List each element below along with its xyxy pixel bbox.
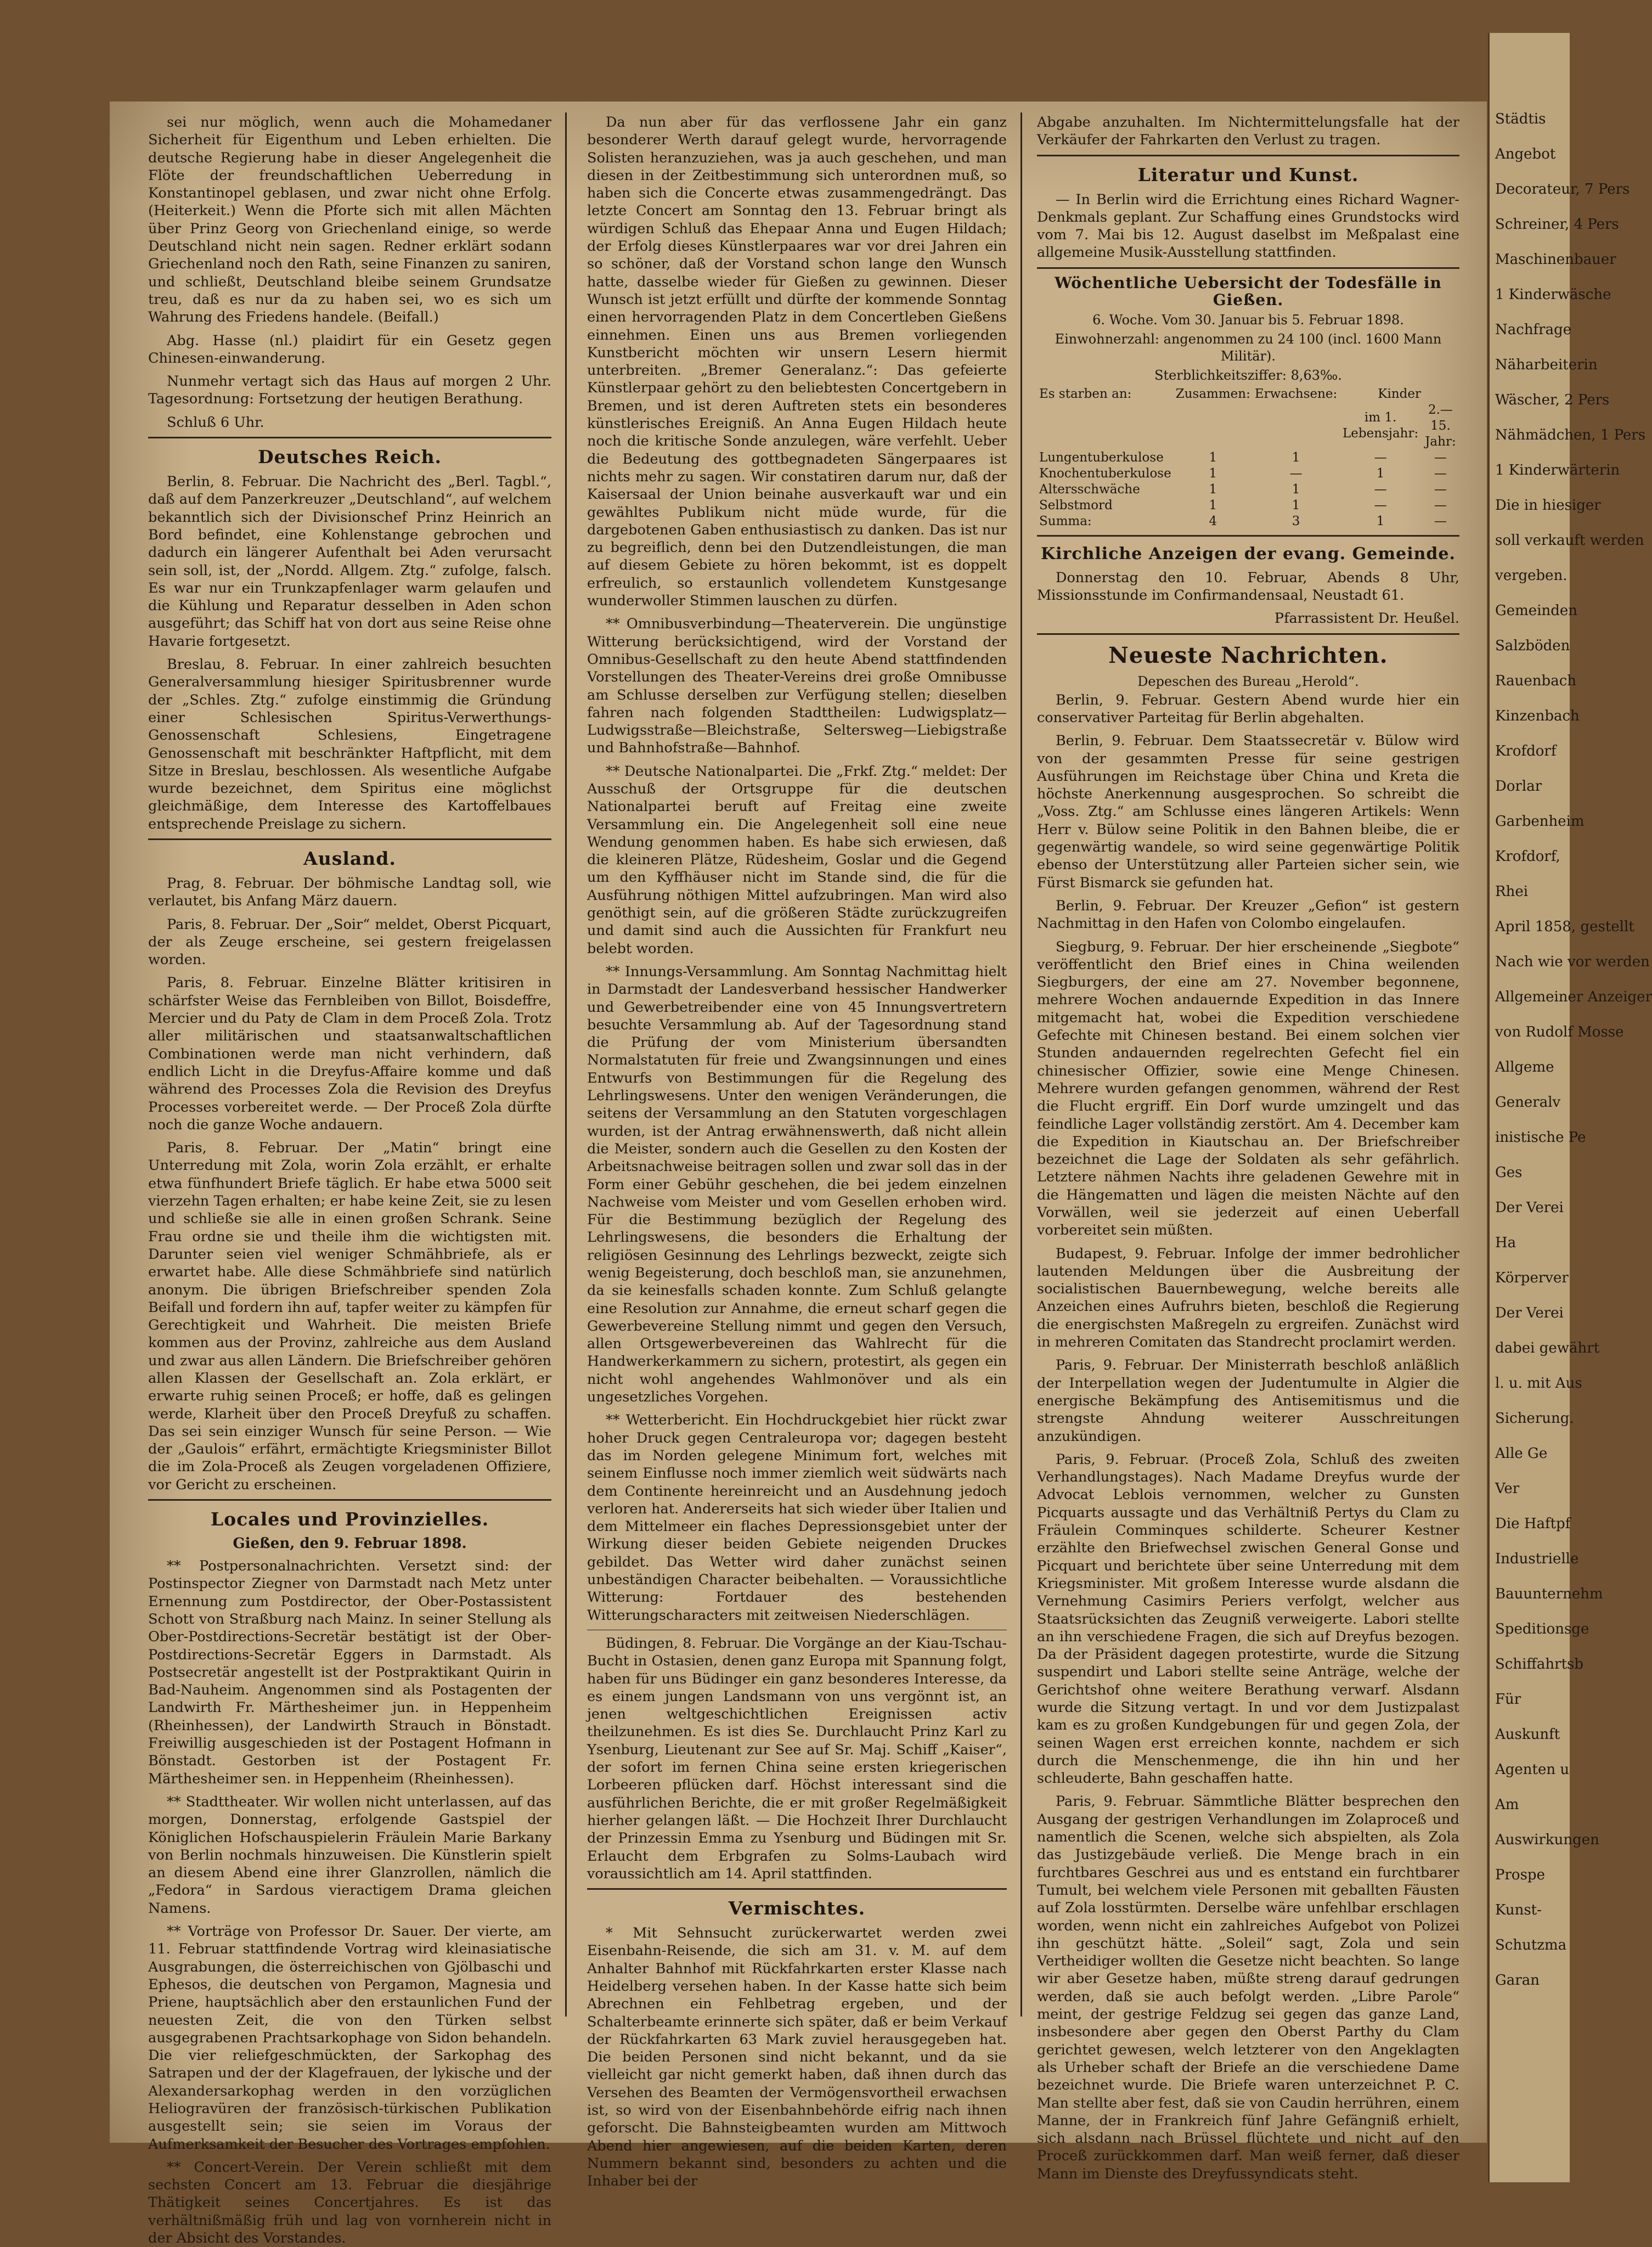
statistics-subheader-row bbox=[1037, 402, 1459, 450]
vermischtes-continued: Abgabe anzuhalten. Im Nichtermittelungsfalle hat der Verkäufer der Fahrkarten den Verlust zu tragen. bbox=[1037, 114, 1459, 149]
news-dispatch: Berlin, 9. Februar. Gestern Abend wurde hier ein conservativer Parteitag für Berlin abgehalten. bbox=[1037, 691, 1459, 726]
adjacent-page-fragment: Allgeme bbox=[1495, 1059, 1554, 1075]
church-notice: Donnerstag den 10. Februar, Abends 8 Uhr, Missionsstunde im Confirmandensaal, Neustadt 61. bbox=[1037, 569, 1459, 604]
adjacent-page-fragment: Nachfrage bbox=[1495, 322, 1572, 338]
adjacent-page-fragment: Prospe bbox=[1495, 1867, 1545, 1883]
local-news-continued bbox=[587, 114, 1007, 1624]
church-signature: Pfarrassistent Dr. Heußel. bbox=[1274, 610, 1459, 627]
adjacent-page-fragment: Angebot bbox=[1495, 146, 1556, 162]
statistics-cell-adults: 1 bbox=[1292, 482, 1300, 497]
statistics-header-row bbox=[1037, 386, 1459, 402]
adjacent-page-fragment: Generalv bbox=[1495, 1094, 1561, 1111]
statistics-cell-second: — bbox=[1434, 450, 1447, 465]
col-children: Kinder bbox=[1378, 386, 1421, 401]
article-paragraph: Nunmehr vertagt sich das Haus auf morgen 2 Uhr. Tagesordnung: Fortsetzung der heutigen Berathung. bbox=[148, 373, 551, 408]
article-paragraph: Breslau, 8. Februar. In einer zahlreich besuchten Generalversammlung hiesiger Spiritusbrenner wurde der „Schles. Ztg.“ zufolge einstimmig die Gründung einer Schlesischen Spiritus-Verwerthungs-Genossenschaft Schlesiens, Eingetragene Genossenschaft mit beschränkter Haftpflicht, mit dem Sitze in Breslau, beschlossen. Als wesentliche Aufgabe wurde bezeichnet, dem Spiritus eine möglichst gleichmäßige, dem Interesse des Kartoffelbaues entsprechende Preislage zu sichern. bbox=[148, 656, 551, 832]
statistics-cell-total: 1 bbox=[1209, 482, 1217, 497]
adjacent-page-fragment: Rauenbach bbox=[1495, 673, 1577, 689]
statistics-cell-adults: 1 bbox=[1292, 450, 1300, 465]
parliament-report-end bbox=[148, 114, 551, 431]
section-rule bbox=[1037, 535, 1459, 537]
statistics-cell-total: 1 bbox=[1209, 450, 1217, 465]
article-paragraph: Paris, 8. Februar. Der „Matin“ bringt eine Unterredung mit Zola, worin Zola erzählt, er erhalte etwa fünfhundert Briefe täglich. Er habe etwa 5000 seit vierzehn Tagen erhalten; er habe keine Zeit, sie zu lesen und schließe sie alle in einen großen Schrank. Seine Frau ordne sie und theile ihm die wichtigsten mit. Darunter seien viel weniger Schmähbriefe, als er erwartet habe. Alle diese Schmähbriefe sind natürlich anonym. Die übrigen Briefschreiber spenden Zola Beifall und fordern ihn auf, tapfer weiter zu kämpfen für Gerechtigkeit und Wahrheit. Die meisten Briefe kommen aus der Provinz, zahlreiche aus dem Ausland und zwar aus allen Ländern. Die Briefschreiber gehören allen Klassen der Gesellschaft an. Zola erklärt, er erwarte ruhig seinen Proceß; er hoffe, daß es gelingen werde, Klarheit über den Proceß Dreyfuß zu schaffen. Das sei sein einziger Wunsch für seine Person. — Wie der „Gaulois“ erfährt, ermächtigte Kriegsminister Billot die im Zola-Proceß als Zeugen vorgeladenen Offiziere, vor Gericht zu erscheinen. bbox=[148, 1140, 551, 1493]
adjacent-page-fragment: Die in hiesiger bbox=[1495, 497, 1601, 514]
statistics-cell-second: — bbox=[1434, 498, 1447, 513]
adjacent-page-fragment: 1 Kinderwärterin bbox=[1495, 462, 1620, 478]
news-dispatch: Paris, 9. Februar. Der Ministerrath beschloß anläßlich der Interpellation wegen der Judentumulte in Algier die energische Bekämpfung des Antisemitismus und die strengste Ahndung weiterer Ausschreitungen anzukündigen. bbox=[1037, 1357, 1459, 1445]
statistics-cell-first: — bbox=[1374, 482, 1387, 497]
news-dispatch: Budapest, 9. Februar. Infolge der immer bedrohlicher lautenden Meldungen über die Ausbreitung der socialistischen Bauernbewegung, welche bereits alle Anzeichen eines Aufruhrs bieten, beschloß die Regierung die energischsten Maßregeln zu ergreifen. Zunächst wird in mehreren Comitaten das Standrecht proclamirt werden. bbox=[1037, 1245, 1459, 1351]
section-rule bbox=[587, 1888, 1007, 1890]
statistics-cell-first: — bbox=[1374, 450, 1387, 465]
adjacent-page-fragment: vergeben. bbox=[1495, 567, 1568, 584]
adjacent-page-fragment: Der Verei bbox=[1495, 1305, 1564, 1321]
statistics-row bbox=[1037, 482, 1459, 498]
adjacent-page-fragment: Auswirkungen bbox=[1495, 1832, 1599, 1848]
adjacent-page-fragment: Sicherung. bbox=[1495, 1410, 1574, 1427]
section-rule bbox=[1037, 155, 1459, 156]
statistics-cell-second: — bbox=[1434, 482, 1447, 497]
adjacent-page-fragment: Die Haftpf bbox=[1495, 1516, 1571, 1532]
news-dispatch: Berlin, 9. Februar. Dem Staatssecretär v. Bülow wird von der gesammten Presse für seine gestrigen Ausführungen im Reichstage über China und Kreta die höchste Anerkennung ausgesprochen. So schreibt die „Voss. Ztg.“ am Schlusse eines längeren Artikels: Wenn Herr v. Bülow seine Politik in den Bahnen bleibe, die er gegenwärtig wandele, so wird seine gegenwärtige Politik ebenso der Unterstützung aller Parteien sicher sein, wie Fürst Bismarck sie gefunden hat. bbox=[1037, 733, 1459, 891]
statistics-rate: Sterblichkeitsziffer: 8,63‰. bbox=[1154, 367, 1342, 383]
column-1 bbox=[148, 114, 551, 2247]
newspaper-page bbox=[110, 102, 1487, 2247]
adjacent-page-fragment: Bauunternehm bbox=[1495, 1586, 1603, 1602]
statistics-cell-first: — bbox=[1374, 498, 1387, 513]
adjacent-page-fragment: Nähmädchen, 1 Pers bbox=[1495, 427, 1646, 443]
statistics-cell-second: — bbox=[1434, 466, 1447, 481]
col-adults: Erwachsene: bbox=[1254, 386, 1338, 401]
adjacent-page-fragment: Wäscher, 2 Pers bbox=[1495, 392, 1610, 408]
news-dispatch: Berlin, 9. Februar. Der Kreuzer „Gefion“ ist gestern Nachmittag in den Hafen von Colombo eingelaufen. bbox=[1037, 897, 1459, 932]
section-heading-neueste: Neueste Nachrichten. bbox=[1108, 642, 1388, 668]
adjacent-page-fragment: von Rudolf Mosse bbox=[1495, 1024, 1624, 1040]
article-paragraph: Berlin, 8. Februar. Die Nachricht des „Berl. Tagbl.“, daß auf dem Panzerkreuzer „Deutschland“, auf welchem bekanntlich sich der Divisionschef Prinz Heinrich an Bord befindet, eine Kohlenstange gebrochen und dadurch ein längerer Aufenthalt bei Aden verursacht sein soll, ist, der „Nordd. Allgem. Ztg.“ zufolge, falsch. Es war nur ein Trunkzapfenlager warm gelaufen und die Kühlung und Reparatur desselben in Aden schon ausgeführt; das Schiff hat von dort aus seine Reise ohne Havarie fortgesetzt. bbox=[148, 474, 551, 650]
adjacent-page-fragment: soll verkauft werden bbox=[1495, 532, 1644, 549]
article-paragraph: Paris, 8. Februar. Einzelne Blätter kritisiren in schärfster Weise das Fernbleiben von Billot, Boisdeffre, Mercier und du Paty de Clam in dem Proceß Zola. Trotz aller militärischen und staatsanwaltschaftlichen Combinationen werde man nicht verhindern, daß endlich Licht in die Dreyfus-Affaire komme und daß während des Processes Zola die Revision des Dreyfus Processes vorbereitet werde. — Der Proceß Zola dürfte noch die ganze Woche andauern. bbox=[148, 975, 551, 1133]
statistics-cell-adults: 1 bbox=[1292, 498, 1300, 513]
section-heading-kirchliche: Kirchliche Anzeigen der evang. Gemeinde. bbox=[1041, 544, 1456, 564]
locales-articles bbox=[148, 1557, 551, 2247]
statistics-row bbox=[1037, 450, 1459, 466]
article-paragraph: ** Deutsche Nationalpartei. Die „Frkf. Ztg.“ meldet: Der Ausschuß der Ortsgruppe für die deutschen Nationalpartei beruft auf Freitag eine zweite Versammlung ein. Die Angelegenheit soll eine neue Wendung genommen haben. Es habe sich erwiesen, daß die kleineren Plätze, Rüdesheim, Goslar und die Gegend um den Kyffhäuser nicht im Stande sind, die für die Ausführung nöthigen Mittel aufzubringen. Man wird also genöthigt sein, auf die größeren Städte zurückzugreifen und damit sind auch die Aussichten für Frankfurt neu belebt worden. bbox=[587, 763, 1007, 957]
adjacent-page-fragment: Kunst- bbox=[1495, 1902, 1542, 1918]
statistics-cell-cause: Summa: bbox=[1039, 514, 1092, 528]
adjacent-page-fragment: Rhei bbox=[1495, 883, 1529, 900]
statistics-cell-first: 1 bbox=[1376, 514, 1385, 528]
section-heading-deutsches-reich: Deutsches Reich. bbox=[257, 446, 442, 468]
article-paragraph: Paris, 8. Februar. Der „Soir“ meldet, Oberst Picquart, der als Zeuge erscheine, sei gestern freigelassen worden. bbox=[148, 916, 551, 968]
adjacent-page-fragment: Decorateur, 7 Pers bbox=[1495, 181, 1630, 198]
statistics-cell-cause: Lungentuberkulose bbox=[1039, 450, 1164, 465]
statistics-cell-cause: Altersschwäche bbox=[1039, 482, 1140, 497]
statistics-cell-adults: — bbox=[1289, 466, 1303, 481]
adjacent-page-fragment: Der Verei bbox=[1495, 1199, 1564, 1216]
article-paragraph: ** Wetterbericht. Ein Hochdruckgebiet hier rückt zwar hoher Druck gegen Centraleuropa vor; dagegen besteht das im Norden gelegene Minimum fort, welches mit seinem Einflusse noch immer ziemlich weit südwärts nach dem Continente hereinreicht und an Ausdehnung jedoch verloren hat. Andererseits hat sich wieder über Italien und dem Mittelmeer ein flaches Depressionsgebiet unter der Wirkung dieser beiden Gebiete neigenden Druckes gebildet. Das Wetter wird daher zunächst seinen unbeständigen Character beibehalten. — Voraussichtliche Witterung: Fortdauer des bestehenden Witterungscharacters mit zeitweisen Niederschlägen. bbox=[587, 1412, 1007, 1624]
adjacent-page-fragment: Auskunft bbox=[1495, 1726, 1560, 1743]
column-3 bbox=[1037, 114, 1459, 2182]
article-paragraph: Prag, 8. Februar. Der böhmische Landtag soll, wie verlautet, bis Anfang März dauern. bbox=[148, 875, 551, 910]
article-paragraph: ** Vorträge von Professor Dr. Sauer. Der vierte, am 11. Februar stattfindende Vortrag wird kleinasiatische Ausgrabungen, die österreichischen von Gjölbaschi und Ephesos, die deutschen von Pergamon, Magnesia und Priene, hauptsächlich aber den erstaunlichen Fund der neuesten Zeit, die von den Türken selbst ausgegrabenen Prachtsarkophage von Sidon behandeln. Die vier reliefgeschmückten, der Sarkophag des Satrapen und der der Klagefrauen, der lykische und der Alexandersarkophag werden in den vorzüglichen Heliogravüren der französisch-türkischen Publikation ausgestellt sein; sie seien im Voraus der Aufmerksamkeit der Besucher des Vortrages empfohlen. bbox=[148, 1923, 551, 2153]
adjacent-page-fragment: Dorlar bbox=[1495, 778, 1542, 795]
adjacent-page-fragment: Städtis bbox=[1495, 111, 1546, 127]
news-source: Depeschen des Bureau „Herold“. bbox=[1137, 673, 1359, 689]
adjacent-page-fragment: Näharbeiterin bbox=[1495, 357, 1598, 373]
budingen-article: Büdingen, 8. Februar. Die Vorgänge an der Kiau-Tschau-Bucht in Ostasien, denen ganz Europa mit Spannung folgt, haben für uns Büdinger ein ganz besonderes Interesse, da es einem jungen Landsmann von uns vergönnt ist, an jenen weltgeschichtlichen Ereignissen activ theilzunehmen. Es ist dies Se. Durchlaucht Prinz Karl zu Ysenburg, Lieutenant zur See auf Sr. Maj. Schiff „Kaiser“, der sofort im fernen China seine ersten kriegerischen Lorbeeren pflücken darf. Höchst interessant sind die ausführlichen Berichte, die er mit großer Regelmäßigkeit hierher gelangen läßt. — Die Hochzeit Ihrer Durchlaucht der Prinzessin Emma zu Ysenburg und Büdingen mit Sr. Erlaucht dem Erbgrafen zu Solms-Laubach wird voraussichtlich am 14. April stattfinden. bbox=[587, 1635, 1007, 1882]
adjacent-page-fragment: Ges bbox=[1495, 1164, 1523, 1181]
section-heading-locales: Locales und Provinzielles. bbox=[210, 1508, 489, 1530]
section-heading-literatur: Literatur und Kunst. bbox=[1137, 164, 1359, 185]
adjacent-page-fragment: Schiffahrtsb bbox=[1495, 1656, 1584, 1672]
article-paragraph: ** Postpersonalnachrichten. Versetzt sind: der Postinspector Ziegner von Darmstadt nach Metz unter Ernennung zum Postdirector, der Ober-Postassistent Schott von Straßburg nach Mainz. In seiner Stellung als Ober-Postdirections-Secretär bestätigt ist der Ober-Postdirections-Secretär Eggers in Darmstadt. Als Postsecretär angestellt ist der Postpraktikant Quirin in Bad-Nauheim. Angenommen sind als Postagenten der Landwirth Fr. Märthesheimer jun. in Heppenheim (Rheinhessen), der Landwirth Strauch in Bönstadt. Freiwillig ausgeschieden ist der Postagent Hofmann in Bönstadt. Gestorben ist der Postagent Fr. Märthesheimer sen. in Heppenheim (Rheinhessen). bbox=[148, 1558, 551, 1787]
adjacent-page-fragment: Krofdorf, bbox=[1495, 848, 1560, 865]
statistics-cell-total: 1 bbox=[1209, 466, 1217, 481]
adjacent-page-fragment: l. u. mit Aus bbox=[1495, 1375, 1582, 1392]
adjacent-page-fragment: Schutzma bbox=[1495, 1937, 1567, 1953]
statistics-row bbox=[1037, 498, 1459, 514]
statistics-row bbox=[1037, 514, 1459, 530]
col-first-year: im 1. Lebensjahr: bbox=[1342, 410, 1419, 441]
adjacent-page-fragment: Ver bbox=[1495, 1480, 1520, 1497]
column-rule bbox=[565, 112, 567, 2017]
statistics-cell-cause: Selbstmord bbox=[1039, 498, 1113, 513]
article-paragraph: sei nur möglich, wenn auch die Mohamedaner Sicherheit für Eigenthum und Leben erhielten. Die deutsche Regierung habe in dieser Angelegenheit die Flöte der freundschaftlichen Ueberredung in Konstantinopel geblasen, und zwar nicht ohne Erfolg. (Heiterkeit.) Wenn die Pforte sich mit allen Mächten über Prinz Georg von Griechenland einige, so werde Deutschland nicht nein sagen. Redner erklärt sodann Griechenland noch den Rath, seine Finanzen zu saniren, und schließt, Deutschland bleibe seinem Grundsatze treu, daß es nur da zu haben sei, wo es sich um Wahrung des Friedens handele. (Beifall.) bbox=[148, 114, 551, 326]
adjacent-page-fragment: Schreiner, 4 Pers bbox=[1495, 216, 1619, 233]
statistics-cell-first: 1 bbox=[1376, 466, 1385, 481]
column-2 bbox=[587, 114, 1007, 2190]
article-paragraph: ** Omnibusverbindung—Theaterverein. Die ungünstige Witterung berücksichtigend, wird der Vorstand der Omnibus-Gesellschaft zu den heute Abend stattfindenden Vorstellungen des Theater-Vereins drei große Omnibusse am Schlusse derselben zur Verfügung stellen; dieselben fahren nach folgenden Stadttheilen: Ludwigsplatz—Ludwigsstraße—Bleichstraße, Seltersweg—Liebigstraße und Bahnhofstraße—Bahnhof. bbox=[587, 616, 1007, 757]
statistics-cell-second: — bbox=[1434, 514, 1447, 528]
section-heading-ausland: Ausland. bbox=[303, 847, 396, 869]
adjacent-page-fragment: Garan bbox=[1495, 1972, 1540, 1989]
vermischtes-article: * Mit Sehnsucht zurückerwartet werden zwei Eisenbahn-Reisende, die sich am 31. v. M. auf dem Anhalter Bahnhof mit Rückfahrkarten erster Klasse nach Heidelberg versehen haben. In der Kasse hatte sich beim Abrechnen ein Fehlbetrag ergeben, und der Schalterbeamte erinnerte sich später, daß er beim Verkauf der Rückfahrkarten 63 Mark zuviel herausgegeben hat. Die beiden Personen sind nicht bekannt, und da sie vielleicht gar nicht gemerkt haben, daß ihnen durch das Versehen des Beamten der Vermögensvortheil erwachsen ist, so wird von der Eisenbahnbehörde eifrig nach ihnen geforscht. Die Bahnsteigbeamten wurden am Mittwoch Abend hier angewiesen, auf die beiden Karten, deren Nummern bekannt sind, besonders zu achten und die Inhaber bei der bbox=[587, 1925, 1007, 2190]
statistics-population: Einwohnerzahl: angenommen zu 24 100 (incl. 1600 Mann Militär). bbox=[1055, 331, 1442, 364]
literatur-article: — In Berlin wird die Errichtung eines Richard Wagner-Denkmals geplant. Zur Schaffung eines Grundstocks wird vom 7. Mai bis 12. August daselbst im Meßpalast eine allgemeine Musik-Ausstellung stattfinden. bbox=[1037, 191, 1459, 261]
adjacent-page-fragment: Allgemeiner Anzeiger bbox=[1495, 989, 1652, 1005]
article-paragraph: ** Stadttheater. Wir wollen nicht unterlassen, auf das morgen, Donnerstag, erfolgende Gastspiel der Königlichen Hofschauspielerin Fräulein Marie Barkany von Berlin nochmals hinzuweisen. Die Künstlerin spielt an diesem Abend eine ihrer Glanzrollen, nämlich die „Fedora“ in Sardous vieractigem Drama gleichen Namens. bbox=[148, 1793, 551, 1917]
section-rule bbox=[148, 437, 551, 438]
adjacent-page-fragment: Gemeinden bbox=[1495, 602, 1578, 619]
section-rule bbox=[1037, 267, 1459, 269]
col-cause: Es starben an: bbox=[1039, 386, 1132, 401]
adjacent-page-fragment: inistische Pe bbox=[1495, 1129, 1586, 1146]
statistics-week: 6. Woche. Vom 30. Januar bis 5. Februar 1898. bbox=[1092, 312, 1404, 328]
news-dispatch: Siegburg, 9. Februar. Der hier erscheinende „Siegbote“ veröffentlicht den Brief eines in China weilenden Siegburgers, der eine am 27. November begonnene, mehrere Wochen andauernde Expedition in das Innere mitgemacht hat, wobei die Expedition verschiedene Gefechte mit Chinesen bestand. Bei einem solchen vier Stunden andauernden regelrechten Gefecht fiel ein chinesischer Offizier, sowie eine Menge Chinesen. Mehrere wurden gefangen genommen, während der Rest die Flucht ergriff. Ein Dorf wurde umzingelt und das feindliche Lager vollständig zerstört. Am 4. December kam die Expedition in Kiautschau an. Der Briefschreiber bezeichnet die Lage der Soldaten als sehr gefährlich. Letztere nähmen Nachts ihre geladenen Gewehre mit in die Hängematten und lägen die meisten Nächte auf den Vorwällen, weil sie jederzeit auf einen Ueberfall vorbereitet sein müßten. bbox=[1037, 938, 1459, 1239]
article-paragraph: ** Innungs-Versammlung. Am Sonntag Nachmittag hielt in Darmstadt der Landesverband hessischer Handwerker und Gewerbetreibender eine von 45 Innungsvertretern besuchte Versammlung ab. Auf der Tagesordnung stand die Prüfung der vom Ministerium übersandten Normalstatuten für freie und Zwangsinnungen und eines Entwurfs von Bestimmungen für die Regelung des Lehrlingswesens. Unter den wenigen Veränderungen, die seitens der Versammlung an den Statuten vorgeschlagen wurden, ist der Antrag erwähnenswerth, daß nicht allein die Meister, sondern auch die Gesellen zu den Kosten der Arbeitsnachweise beitragen sollen und zwar soll das in der Form einer Gebühr geschehen, die bei jedem einzelnen Nachweise vom Meister und vom Gesellen erhoben wird. Für die Bestimmung bezüglich der Regelung des Lehrlingswesens, die besonders die Erhaltung der religiösen Gesinnung des Lehrlings bezweckt, zeigte sich wenig Begeisterung, doch beschloß man, sie anzunehmen, da sie keinesfalls schaden konnte. Zum Schluß gelangte eine Resolution zur Annahme, die erneut scharf gegen die Gewerbevereine Stellung nimmt und gegen den Versuch, allen Ortsgewerbevereinen das Wahlrecht für die Handwerkerkammern zu sichern, protestirt, als gegen ein nicht wohl angehendes Wahlmonöver und als ein ungesetzliches Vorgehen. bbox=[587, 963, 1007, 1406]
death-statistics-box bbox=[1037, 274, 1459, 530]
adjacent-page-fragment: 1 Kinderwäsche bbox=[1495, 286, 1611, 303]
adjacent-page-edge bbox=[1488, 33, 1652, 2182]
adjacent-page-fragment: April 1858, gestellt bbox=[1495, 919, 1634, 935]
adjacent-page-fragment: Ha bbox=[1495, 1235, 1516, 1251]
article-paragraph: ** Concert-Verein. Der Verein schließt mit dem sechsten Concert am 13. Februar die diesjährige Thätigkeit seines Concertjahres. Es ist das verhältnißmäßig früh und lag von vornherein nicht in der Absicht des Vorstandes. bbox=[148, 2159, 551, 2247]
deutsches-reich-articles bbox=[148, 473, 551, 833]
statistics-cell-total: 1 bbox=[1209, 498, 1217, 513]
statistics-title: Wöchentliche Uebersicht der Todesfälle in Gießen. bbox=[1055, 273, 1442, 309]
adjacent-page-fragment: Maschinenbauer bbox=[1495, 251, 1616, 268]
adjacent-page-fragment: Industrielle bbox=[1495, 1551, 1579, 1567]
news-dispatch: Paris, 9. Februar. Sämmtliche Blätter besprechen den Ausgang der gestrigen Verhandlungen im Zolaproceß und namentlich die Scenen, welche sich abspielten, als Zola das Justizgebäude verließ. Die Menge brach in ein furchtbares Geschrei aus und es entstand ein furchtbarer Tumult, bei welchem viele Personen mit geballten Fäusten auf Zola losstürmten. Derselbe wäre unfehlbar erschlagen worden, wenn nicht ein zahlreiches Aufgebot von Polizei ihn geschützt hätte. „Soleil“ sagt, Zola und sein Vertheidiger wollten die Gesetze nicht beachten. So lange wir aber Gesetze haben, müßte streng darauf gedrungen werden, daß sie auch befolgt werden. „Libre Parole“ meint, der gestrige Feldzug sei gegen das ganze Land, insbesondere aber gegen den Oberst Parthy du Clam gerichtet gewesen, welch letzterer von den Angeklagten als Urheber schaft der Briefe an die verschiedene Dame bezeichnet wurde. Die Briefe waren unterzeichnet P. C. Man stellte aber fest, daß sie von Caudin herrühren, einem Manne, der in Frankreich fünf Jahre Gefängniß erhielt, sich alsdann nach Brüssel flüchtete und nicht auf den Proceß zurückkommen darf. Man weiß ferner, daß dieser Mann im Dienste des Dreyfussyndicats steht. bbox=[1037, 1793, 1459, 2182]
adjacent-page-fragment: Für bbox=[1495, 1691, 1521, 1708]
article-paragraph: Abg. Hasse (nl.) plaidirt für ein Gesetz gegen Chinesen-einwanderung. bbox=[148, 332, 551, 367]
locales-dateline: Gießen, den 9. Februar 1898. bbox=[233, 1535, 467, 1552]
column-rule bbox=[1020, 112, 1022, 2017]
adjacent-page-fragments bbox=[1495, 110, 1652, 1990]
adjacent-page-fragment: Agenten u bbox=[1495, 1761, 1570, 1778]
adjacent-page-fragment: Alle Ge bbox=[1495, 1445, 1548, 1462]
col-total: Zusammen: bbox=[1175, 386, 1250, 401]
statistics-cell-adults: 3 bbox=[1292, 514, 1300, 528]
adjacent-page-fragment: Kinzenbach bbox=[1495, 708, 1580, 724]
statistics-cell-cause: Knochentuberkulose bbox=[1039, 466, 1171, 481]
section-rule bbox=[148, 838, 551, 840]
section-rule bbox=[1037, 633, 1459, 635]
col-second: 2.—15. Jahr: bbox=[1425, 402, 1456, 449]
adjacent-page-fragment: Am bbox=[1495, 1797, 1519, 1813]
adjacent-page-fragment: Garbenheim bbox=[1495, 813, 1585, 830]
latest-news-articles bbox=[1037, 691, 1459, 2183]
section-rule bbox=[148, 1499, 551, 1501]
article-paragraph: Da nun aber für das verflossene Jahr ein ganz besonderer Werth darauf gelegt wurde, hervorragende Solisten heranzuziehen, was ja auch geschehen, und man diesen in der Zeitbestimmung sich unterordnen muß, so haben sich die Concerte etwas zusammengedrängt. Das letzte Concert am Sonntag den 13. Februar bringt als würdigen Schluß das Ehepaar Anna und Eugen Hildach; der Erfolg dieses Künstlerpaares war vor drei Jahren ein so schöner, daß der Vorstand schon lange den Wunsch hatte, dasselbe wieder für Gießen zu gewinnen. Dieser Wunsch ist jetzt erfüllt und dürfte der kommende Sonntag einen hervorragenden Platz in dem Concertleben Gießens einnehmen. Einen uns aus Bremen vorliegenden Kunstbericht möchten wir unsern Lesern hiermit unterbreiten. „Bremer Generalanz.“: Das gefeierte Künstlerpaar gehört zu den beliebtesten Concertgebern in Bremen, und ist deren Auftreten stets ein besonderes künstlerisches Ereigniß. An Anna Eugen Hildach heute noch die kritische Sonde anzulegen, wäre verfehlt. Ueber die Bedeutung des gottbegnadeten Sängerpaares ist nichts mehr zu sagen. Wir constatiren darum nur, daß der Kaisersaal der Union beinahe ausverkauft war und ein gewähltes Publikum nicht müde wurde, für die dargebotenen Gaben enthusiastisch zu danken. Das ist nur zu begreiflich, denn bei den Dutzendleistungen, die man auf diesem Gebiete zu hören bekommt, ist es doppelt erfreulich, so erstaunlich vollendetem Kunstgesange wunderwoller Stimmen lauschen zu dürfen. bbox=[587, 114, 1007, 610]
statistics-cell-total: 4 bbox=[1209, 514, 1217, 528]
statistics-row bbox=[1037, 466, 1459, 482]
statistics-rows bbox=[1037, 450, 1459, 530]
news-dispatch: Paris, 9. Februar. (Proceß Zola, Schluß des zweiten Verhandlungstages). Nach Madame Dreyfus wurde der Advocat Leblois vernommen, welcher zu Gunsten Picquarts aussagte und das Verhältniß Pertys du Clam zu Fräulein Comminques schilderte. Scheurer Kestner erzählte den Briefwechsel zwischen General Gonse und Picquart und berichtete über seine Unterredung mit dem Kriegsminister. Mit großem Interesse wurde alsdann die Vernehmung Casimirs Periers verfolgt, welcher aus Staatsrücksichten das Zeugniß verweigerte. Labori stellte an ihn verschiedene Fragen, die sich auf Dreyfus bezogen. Da der Präsident dagegen protestirte, wurde die Sitzung suspendirt und Labori stellte seine Anträge, welche der Gerichtshof ohne weitere Berathung verwarf. Alsdann wurde die Sitzung vertagt. In und vor dem Justizpalast kam es zu großen Kundgebungen für und gegen Zola, der seinen Wagen erst erreichen konnte, nachdem er sich durch die Menschenmenge, die ihn hin und her schleuderte, Bahn geschaffen hatte. bbox=[1037, 1451, 1459, 1787]
adjacent-page-fragment: Salzböden bbox=[1495, 638, 1570, 654]
statistics-table bbox=[1037, 386, 1459, 530]
ausland-articles bbox=[148, 875, 551, 1494]
section-heading-vermischtes: Vermischtes. bbox=[728, 1897, 866, 1919]
adjacent-page-fragment: Speditionsge bbox=[1495, 1621, 1589, 1637]
adjacent-page-fragment: Körperver bbox=[1495, 1270, 1569, 1286]
article-paragraph: Schluß 6 Uhr. bbox=[167, 414, 264, 431]
adjacent-page-fragment: Krofdorf bbox=[1495, 743, 1557, 759]
adjacent-page-fragment: Nach wie vor werden bbox=[1495, 954, 1650, 970]
adjacent-page-fragment: dabei gewährt bbox=[1495, 1340, 1600, 1356]
